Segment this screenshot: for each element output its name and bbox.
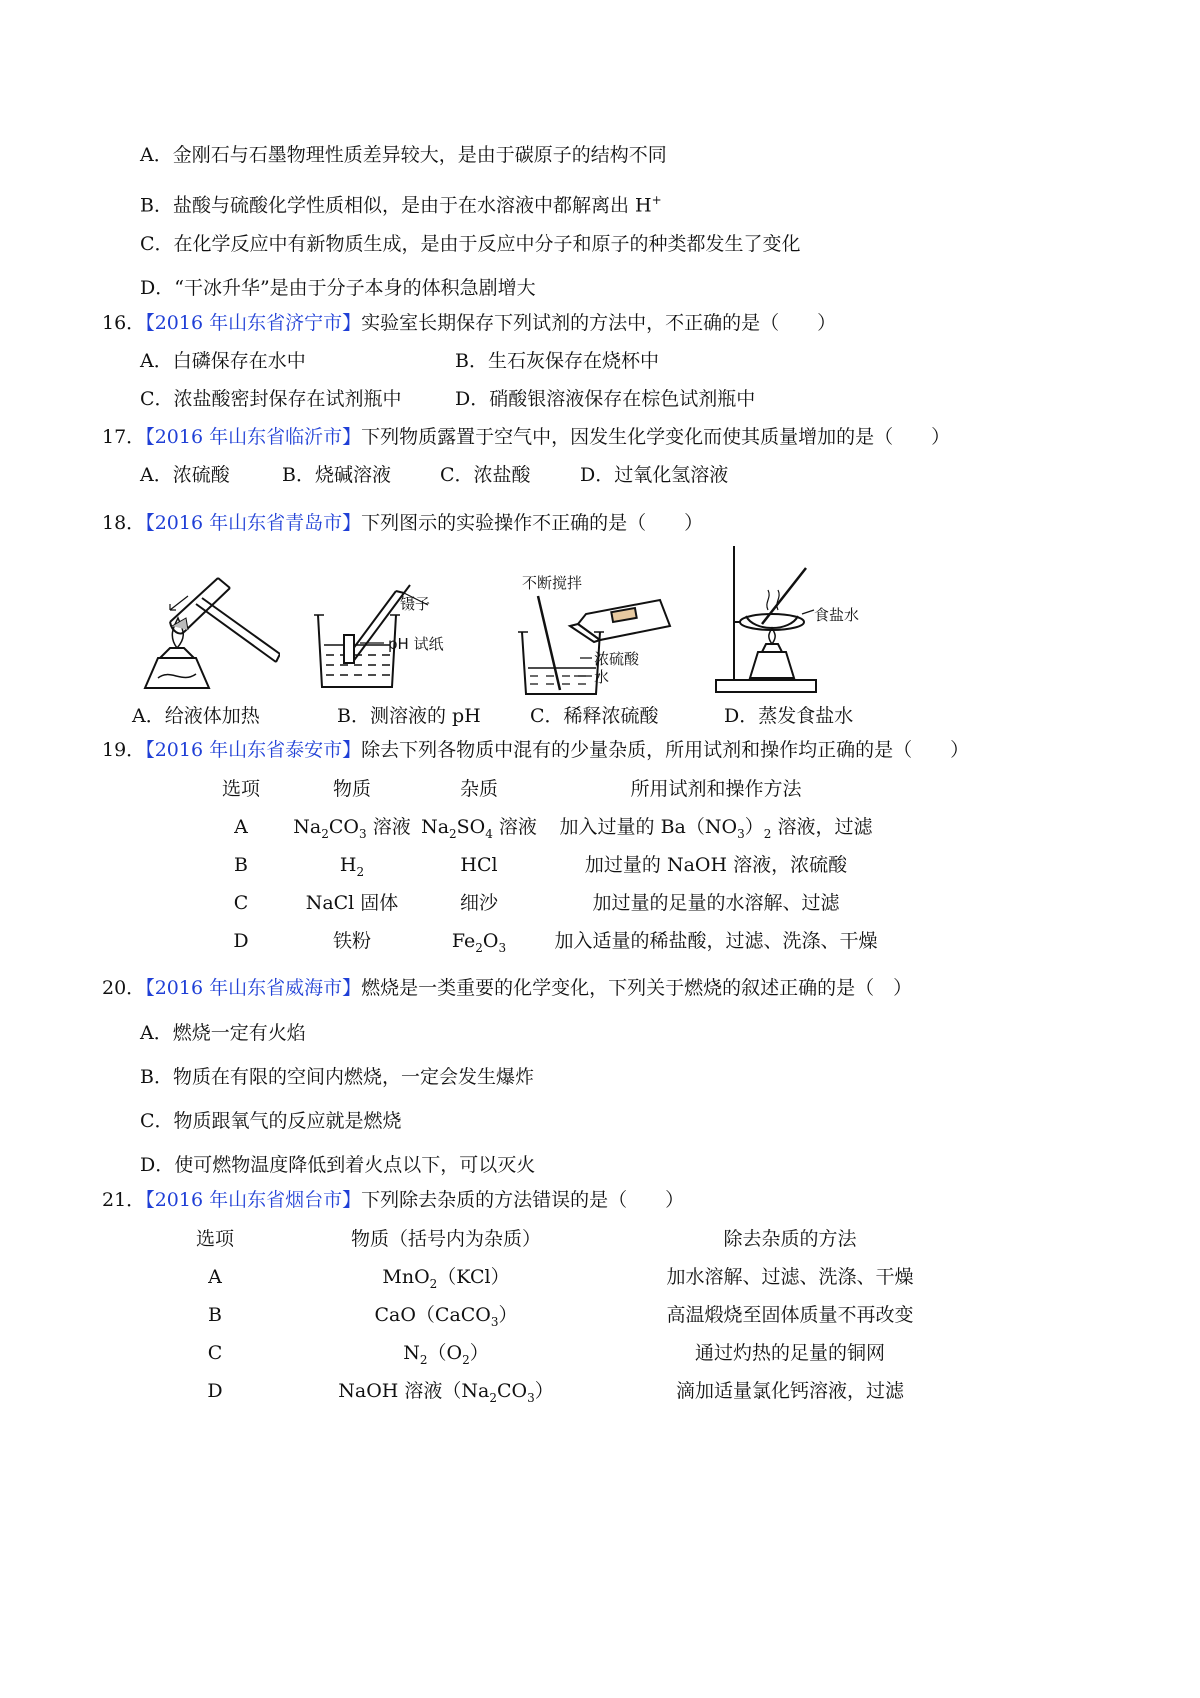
table-cell: 铁粉 <box>332 930 372 952</box>
option-label: C． <box>530 705 564 727</box>
option-label: A． <box>140 1022 173 1044</box>
table-header: 除去杂质的方法 <box>723 1228 857 1250</box>
q17-option-b <box>282 462 391 488</box>
q20-option-a <box>140 1020 306 1046</box>
question-text: 下列图示的实验操作不正确的是（ ） <box>361 512 704 534</box>
table-cell: $Fe_2O_3$ <box>451 930 507 955</box>
option-label: A． <box>132 705 165 727</box>
table-cell: A <box>234 816 248 838</box>
q18-option-b <box>337 703 481 729</box>
option-label: B． <box>140 194 173 217</box>
table-cell: NaCl 固体 <box>305 892 399 914</box>
table-cell: $Na_2SO_4$ 溶液 <box>421 816 537 841</box>
q16-stem <box>102 310 836 336</box>
superscript: + <box>651 193 662 207</box>
question-number: 21． <box>102 1189 146 1211</box>
option-label: B． <box>140 1066 173 1088</box>
table-cell: 高温煅烧至固体质量不再改变 <box>666 1304 914 1326</box>
q17-option-d <box>580 462 728 488</box>
option-text: 浓盐酸密封保存在试剂瓶中 <box>173 388 402 410</box>
table-cell: NaOH 溶液$(Na_2CO_3)$ <box>338 1380 554 1405</box>
table-cell: 加入过量的 $Ba(NO_3)_2$ 溶液，过滤 <box>559 816 873 841</box>
question-number: 19． <box>102 739 146 761</box>
option-text: 白磷保存在水中 <box>172 350 306 372</box>
table-header: 选项 <box>221 778 261 800</box>
option-text: 稀释浓硫酸 <box>563 705 659 727</box>
table-cell: C <box>233 892 249 914</box>
table-cell: A <box>208 1266 222 1288</box>
option-label: D． <box>140 277 175 299</box>
option-label: B． <box>455 350 488 372</box>
label-stir: 不断搅拌 <box>522 574 583 592</box>
option-label: B． <box>282 464 315 486</box>
table-header: 选项 <box>195 1228 235 1250</box>
option-label: D． <box>580 464 615 486</box>
q17-option-c <box>440 462 531 488</box>
table-cell: 加过量的 NaOH 溶液，浓硫酸 <box>584 854 848 876</box>
option-text: “干冰升华”是由于分子本身的体积急剧增大 <box>174 277 536 299</box>
option-text: 使可燃物温度降低到着火点以下，可以灭火 <box>174 1154 536 1176</box>
label-tweezers: 镊子 <box>400 595 431 613</box>
option-label: D． <box>724 705 759 727</box>
table-cell: $Na_2CO_3$ 溶液 <box>293 816 411 841</box>
question-source: 【2016 年山东省济宁市】 <box>145 312 362 334</box>
table-header: 所用试剂和操作方法 <box>630 778 802 800</box>
option-text: 蒸发食盐水 <box>758 705 854 727</box>
q15-option-c <box>140 231 801 257</box>
q21-stem <box>102 1187 684 1213</box>
table-cell: B <box>208 1304 222 1326</box>
question-source: 【2016 年山东省临沂市】 <box>145 426 362 448</box>
option-text: 燃烧一定有火焰 <box>172 1022 306 1044</box>
label-ph-paper: pH 试纸 <box>388 635 444 653</box>
label-conc-acid: 浓硫酸 <box>594 650 640 668</box>
question-number: 18． <box>102 512 146 534</box>
q16-option-c <box>140 386 402 412</box>
table-cell: CaO（CaCO$_3$） <box>374 1304 518 1329</box>
table-header: 物质 <box>332 778 372 800</box>
table-cell: 加入适量的稀盐酸，过滤、洗涤、干燥 <box>554 930 878 952</box>
option-text: 烧碱溶液 <box>314 464 391 486</box>
q20-option-c <box>140 1108 402 1134</box>
option-text: 盐酸与硫酸化学性质相似，是由于在水溶液中都解离出 H <box>172 194 652 217</box>
option-text: 在化学反应中有新物质生成，是由于反应中分子和原子的种类都发生了变化 <box>173 233 801 255</box>
question-number: 17． <box>102 426 146 448</box>
q20-option-b <box>140 1064 534 1090</box>
question-number: 20． <box>102 977 146 999</box>
option-text: 硝酸银溶液保存在棕色试剂瓶中 <box>489 388 756 410</box>
question-number: 16． <box>102 312 146 334</box>
option-text: 浓硫酸 <box>172 464 230 486</box>
option-text: 金刚石与石墨物理性质差异较大，是由于碳原子的结构不同 <box>172 144 667 166</box>
q17-stem <box>102 424 950 450</box>
q16-option-a <box>140 348 306 374</box>
table-cell: B <box>234 854 248 876</box>
table-header: 物质（括号内为杂质） <box>350 1228 542 1250</box>
q18-option-d <box>724 703 853 729</box>
option-label: D． <box>140 1154 175 1176</box>
figure-dilute-acid <box>510 572 700 697</box>
question-text: 下列物质露置于空气中，因发生化学变化而使其质量增加的是（ ） <box>361 426 951 448</box>
table-cell: 加过量的足量的水溶解、过滤 <box>592 892 840 914</box>
table-cell: 通过灼热的足量的铜网 <box>694 1342 886 1364</box>
label-brine: 食盐水 <box>814 606 860 624</box>
question-source: 【2016 年山东省威海市】 <box>145 977 362 999</box>
table-cell: $H_2$ <box>339 854 365 879</box>
question-text: 除去下列各物质中混有的少量杂质，所用试剂和操作均正确的是（ ） <box>361 739 970 761</box>
table-cell: 滴加适量氯化钙溶液，过滤 <box>675 1380 905 1402</box>
table-cell: D <box>207 1380 223 1402</box>
option-text: 生石灰保存在烧杯中 <box>487 350 659 372</box>
figure-evaporate-brine <box>710 540 890 700</box>
q16-option-d <box>455 386 755 412</box>
option-text: 物质跟氧气的反应就是燃烧 <box>173 1110 402 1132</box>
option-text: 物质在有限的空间内燃烧，一定会发生爆炸 <box>172 1066 534 1088</box>
question-source: 【2016 年山东省泰安市】 <box>145 739 362 761</box>
question-text: 实验室长期保存下列试剂的方法中，不正确的是（ ） <box>361 312 837 334</box>
table-cell: $N_2(O_2)$ <box>403 1342 489 1367</box>
option-label: C． <box>440 464 474 486</box>
q17-option-a <box>140 462 230 488</box>
option-text: 浓盐酸 <box>473 464 531 486</box>
table-cell: 细沙 <box>459 892 499 914</box>
table-cell: HCl <box>460 854 498 876</box>
option-label: B． <box>337 705 370 727</box>
figure-ph-test <box>300 565 490 695</box>
option-label: D． <box>455 388 490 410</box>
option-label: A． <box>140 144 173 166</box>
question-text: 下列除去杂质的方法错误的是（ ） <box>361 1189 685 1211</box>
q19-stem <box>102 737 969 763</box>
question-source: 【2016 年山东省青岛市】 <box>145 512 362 534</box>
q18-option-a <box>132 703 260 729</box>
question-source: 【2016 年山东省烟台市】 <box>145 1189 362 1211</box>
option-text: 给液体加热 <box>164 705 260 727</box>
table-cell: MnO$_2$（KCl） <box>382 1266 510 1291</box>
option-label: C． <box>140 1110 174 1132</box>
table-cell: D <box>233 930 249 952</box>
q20-stem <box>102 975 912 1001</box>
q15-option-d <box>140 275 536 301</box>
option-label: A． <box>140 464 173 486</box>
option-label: A． <box>140 350 173 372</box>
option-text: 测溶液的 pH <box>369 705 481 727</box>
option-label: C． <box>140 233 174 255</box>
q16-option-b <box>455 348 659 374</box>
q20-option-d <box>140 1152 535 1178</box>
q18-option-c <box>530 703 659 729</box>
table-cell: C <box>207 1342 223 1364</box>
table-header: 杂质 <box>459 778 499 800</box>
table-cell: 加水溶解、过滤、洗涤、干燥 <box>666 1266 914 1288</box>
q15-option-b <box>140 187 662 218</box>
figure-heating-liquid <box>130 570 280 695</box>
q15-option-a <box>140 142 667 168</box>
option-label: C． <box>140 388 174 410</box>
option-text: 过氧化氢溶液 <box>614 464 729 486</box>
label-water: 水 <box>594 668 610 686</box>
q18-stem <box>102 510 703 536</box>
question-text: 燃烧是一类重要的化学变化，下列关于燃烧的叙述正确的是（ ） <box>361 977 913 999</box>
